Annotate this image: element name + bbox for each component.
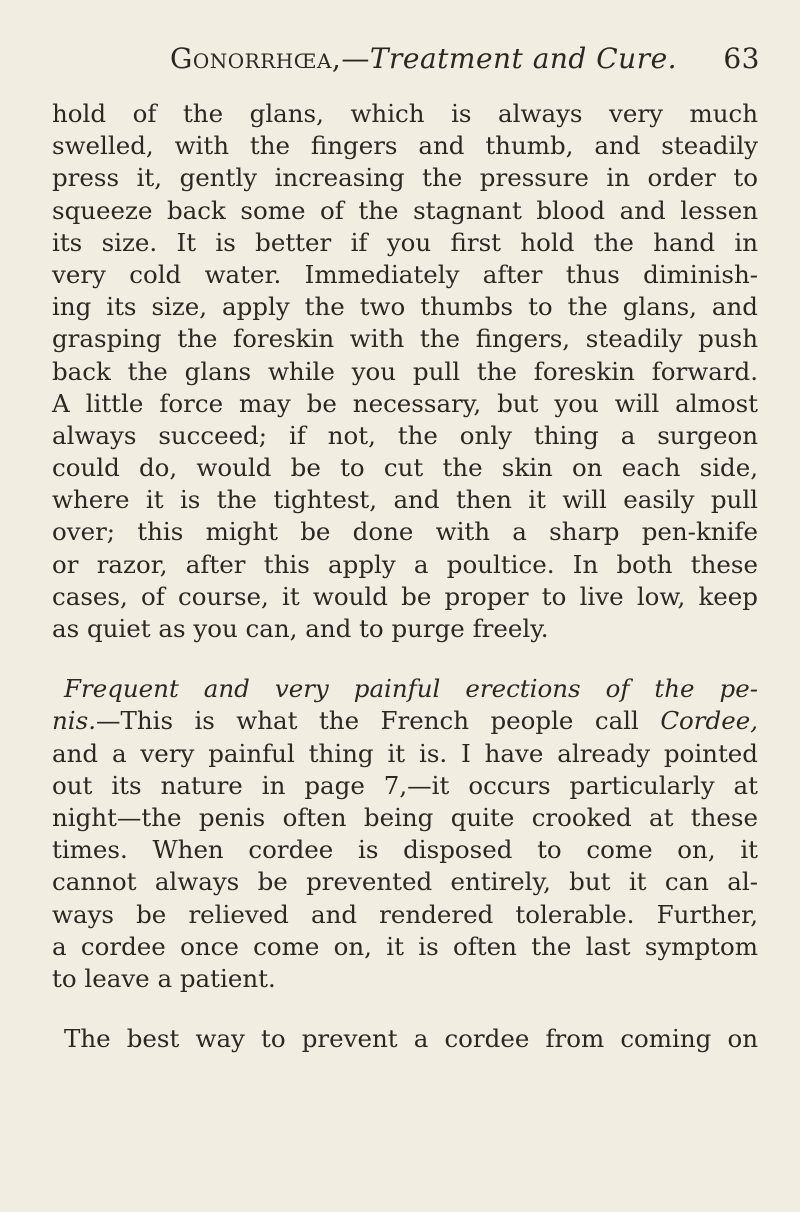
- section-heading-line: [52, 673, 758, 705]
- paragraph-2: [52, 673, 758, 995]
- text-line: night—the penis often being quite crooked at these: [52, 802, 758, 832]
- paragraph-gap: [52, 645, 758, 673]
- text-fragment: —This is what the French people call: [95, 706, 639, 736]
- text-line: a cordee once come on, it is often the last symptom: [52, 931, 758, 961]
- text-line: press it, gently increasing the pressure in order to: [52, 163, 758, 193]
- text-line: grasping the foreskin with the fingers, steadily push: [52, 324, 758, 354]
- section-heading: Frequent and very painful erections of the pe-: [64, 674, 758, 704]
- text-line: hold of the glans, which is always very much: [52, 99, 758, 128]
- text-line: ing its size, apply the two thumbs to the glans, and: [52, 292, 758, 322]
- text-line: out its nature in page 7,—it occurs particularly at: [52, 770, 758, 800]
- text-line: times. When cordee is disposed to come on, it: [52, 835, 758, 865]
- text-line: swelled, with the fingers and thumb, and steadily: [52, 131, 758, 161]
- text-line: to leave a patient.: [52, 963, 276, 993]
- text-line: The best way to prevent a cordee from coming on: [64, 1024, 758, 1054]
- text-line: very cold water. Immediately after thus diminish-: [52, 259, 758, 289]
- text-line: as quiet as you can, and to purge freely.: [52, 614, 549, 643]
- text-line: always succeed; if not, the only thing a surgeon: [52, 420, 758, 450]
- text-line: over; this might be done with a sharp pen-knife: [52, 517, 758, 547]
- text-line: ways be relieved and rendered tolerable. Further,: [52, 899, 758, 929]
- text-line: back the glans while you pull the foreskin forward.: [52, 356, 758, 386]
- body-text: [52, 98, 758, 1055]
- text-line: where it is the tightest, and then it will easily pull: [52, 485, 758, 515]
- text-line: could do, would be to cut the skin on each side,: [52, 453, 758, 483]
- page-number: 63: [723, 42, 760, 75]
- section-heading-end: nis.: [52, 706, 96, 736]
- text-line: A little force may be necessary, but you will almost: [52, 388, 758, 418]
- paragraph-3: [52, 1023, 758, 1055]
- text-line: [52, 705, 758, 737]
- text-line: squeeze back some of the stagnant blood and lessen: [52, 195, 758, 225]
- text-line: and a very painful thing it is. I have already pointed: [52, 738, 758, 768]
- paragraph-1: [52, 98, 758, 645]
- text-line: cannot always be prevented entirely, but it can al-: [52, 867, 758, 897]
- term-cordee: Cordee,: [660, 706, 758, 736]
- running-head-title: Treatment and Cure.: [369, 42, 678, 75]
- text-line: or razor, after this apply a poultice. In both these: [52, 549, 758, 579]
- text-line: cases, of course, it would be proper to live low, keep: [52, 581, 758, 611]
- text-line: its size. It is better if you first hold the hand in: [52, 227, 758, 257]
- running-head-section: Gonorrhœa,: [170, 42, 342, 75]
- running-head: [170, 42, 760, 82]
- paragraph-gap: [52, 995, 758, 1023]
- running-head-separator: —: [341, 42, 370, 75]
